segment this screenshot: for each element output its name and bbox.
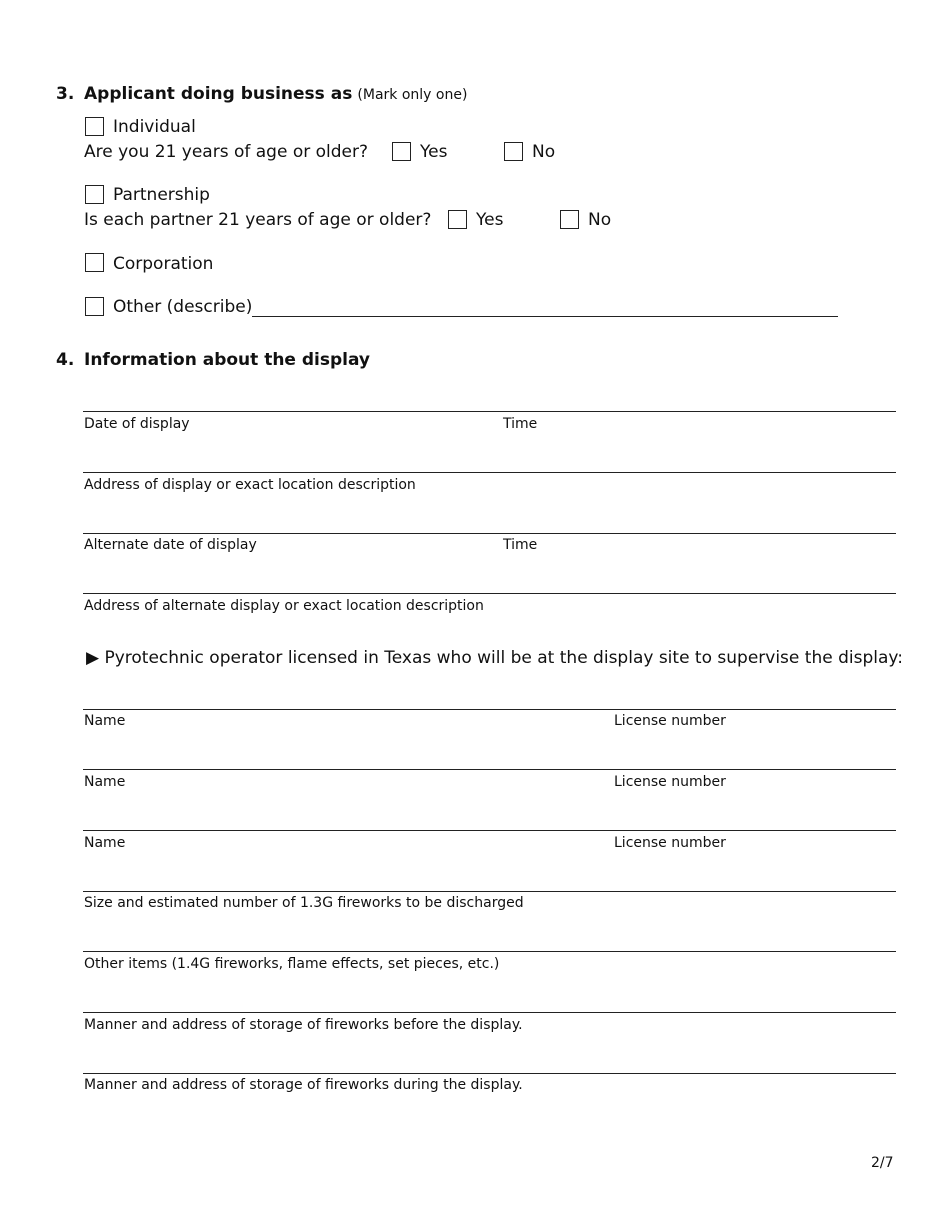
partnership-yes-label: Yes: [476, 210, 504, 230]
other-describe-line[interactable]: [252, 316, 838, 317]
partnership-no-checkbox[interactable]: [560, 210, 579, 229]
corporation-label: Corporation: [113, 254, 214, 274]
operator-license-field[interactable]: License number: [614, 835, 726, 851]
other-checkbox[interactable]: [85, 297, 104, 316]
partnership-label: Partnership: [113, 185, 210, 205]
other-items-field[interactable]: Other items (1.4G fireworks, flame effects, set pieces, etc.): [84, 956, 500, 972]
individual-yes-checkbox[interactable]: [392, 142, 411, 161]
section-3-heading: [84, 84, 467, 104]
operator-name-field[interactable]: Name: [84, 774, 126, 790]
field-rule: [83, 830, 896, 831]
partnership-yes-checkbox[interactable]: [448, 210, 467, 229]
time-field[interactable]: Time: [503, 416, 538, 432]
partnership-checkbox[interactable]: [85, 185, 104, 204]
alternate-address-field[interactable]: Address of alternate display or exact location description: [84, 598, 484, 614]
operator-name-field[interactable]: Name: [84, 713, 126, 729]
operator-license-field[interactable]: License number: [614, 713, 726, 729]
alternate-date-field[interactable]: Alternate date of display: [84, 537, 257, 553]
alternate-time-field[interactable]: Time: [503, 537, 538, 553]
operator-name-field[interactable]: Name: [84, 835, 126, 851]
section-3-title: Applicant doing business as: [84, 84, 353, 104]
individual-checkbox[interactable]: [85, 117, 104, 136]
address-of-display-field[interactable]: Address of display or exact location description: [84, 477, 416, 493]
individual-no-label: No: [532, 142, 556, 162]
field-rule: [83, 769, 896, 770]
field-rule: [83, 472, 896, 473]
section-3-number: 3.: [56, 84, 75, 104]
field-rule: [83, 1012, 896, 1013]
field-rule: [83, 951, 896, 952]
corporation-checkbox[interactable]: [85, 253, 104, 272]
individual-yes-label: Yes: [420, 142, 448, 162]
section-3-note: (Mark only one): [357, 87, 468, 103]
field-rule: [83, 891, 896, 892]
operator-license-field[interactable]: License number: [614, 774, 726, 790]
section-4-number: 4.: [56, 350, 75, 370]
individual-no-checkbox[interactable]: [504, 142, 523, 161]
field-rule: [83, 709, 896, 710]
other-label: Other (describe): [113, 297, 253, 317]
individual-age-question: Are you 21 years of age or older?: [84, 142, 369, 162]
fireworks-size-estimate-field[interactable]: Size and estimated number of 1.3G fireworks to be discharged: [84, 895, 524, 911]
date-of-display-field[interactable]: Date of display: [84, 416, 190, 432]
storage-before-field[interactable]: Manner and address of storage of fireworks before the display.: [84, 1017, 523, 1033]
individual-label: Individual: [113, 117, 196, 137]
section-4-title: Information about the display: [84, 350, 371, 370]
field-rule: [83, 1073, 896, 1074]
field-rule: [83, 593, 896, 594]
field-rule: [83, 411, 896, 412]
page-number: 2/7: [871, 1155, 894, 1171]
storage-during-field[interactable]: Manner and address of storage of fireworks during the display.: [84, 1077, 523, 1093]
partnership-age-question: Is each partner 21 years of age or older?: [84, 210, 432, 230]
field-rule: [83, 533, 896, 534]
operator-prompt: ▶ Pyrotechnic operator licensed in Texas who will be at the display site to supervise the display:: [86, 648, 903, 668]
partnership-no-label: No: [588, 210, 612, 230]
